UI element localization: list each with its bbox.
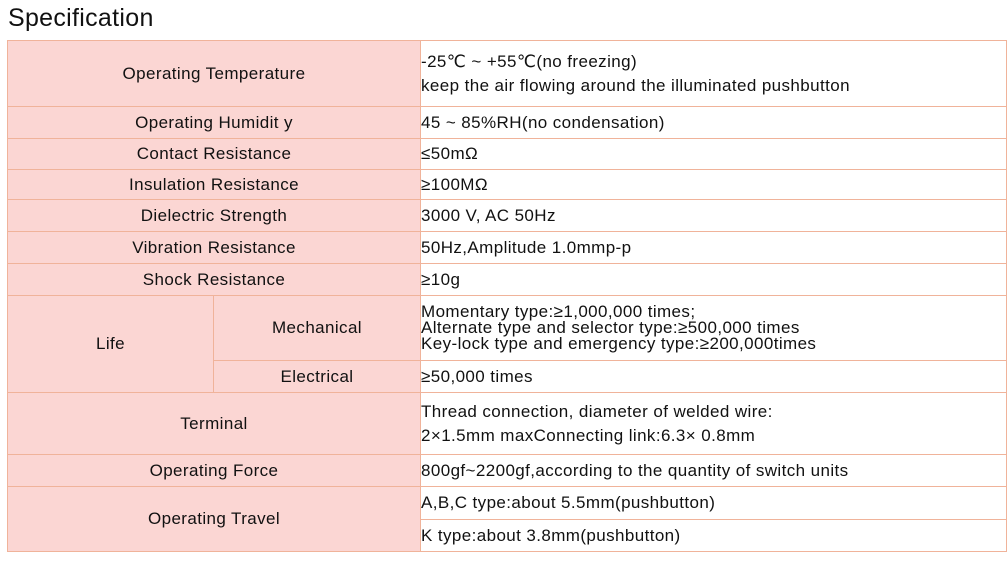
- row-value-vibration-resistance: 50Hz,Amplitude 1.0mmp-p: [421, 232, 1007, 264]
- row-value-operating-travel-k: K type:about 3.8mm(pushbutton): [421, 520, 1007, 552]
- value-line: keep the air flowing around the illuminated pushbutton: [421, 75, 850, 95]
- row-value-electrical: ≥50,000 times: [421, 361, 1007, 393]
- row-label-operating-humidity: Operating Humidit y: [8, 107, 421, 139]
- table-row: [8, 487, 1007, 520]
- row-value-mechanical: [421, 296, 1007, 361]
- value-line: Key-lock type and emergency type:≥200,000times: [421, 334, 817, 353]
- specification-table: [7, 40, 1007, 552]
- row-value-insulation-resistance: ≥100MΩ: [421, 170, 1007, 200]
- row-label-operating-force: Operating Force: [8, 455, 421, 487]
- row-label-operating-travel: Operating Travel: [8, 487, 421, 552]
- value-line: Alternate type and selector type:≥500,000 times: [421, 318, 800, 337]
- table-row: [8, 296, 1007, 361]
- value-line: Thread connection, diameter of welded wire:: [421, 401, 773, 421]
- page-title: Specification: [8, 4, 154, 32]
- table-row: [8, 41, 1007, 107]
- table-row: [8, 393, 1007, 455]
- table-row: [8, 107, 1007, 139]
- row-value-contact-resistance: ≤50mΩ: [421, 139, 1007, 170]
- table-row: [8, 170, 1007, 200]
- table-row: [8, 139, 1007, 170]
- row-value-shock-resistance: ≥10g: [421, 264, 1007, 296]
- row-value-operating-humidity: 45 ~ 85%RH(no condensation): [421, 107, 1007, 139]
- row-label-vibration-resistance: Vibration Resistance: [8, 232, 421, 264]
- value-line: Momentary type:≥1,000,000 times;: [421, 302, 696, 321]
- value-line: 2×1.5mm maxConnecting link:6.3× 0.8mm: [421, 425, 756, 445]
- table-row: [8, 455, 1007, 487]
- row-sublabel-electrical: Electrical: [214, 361, 421, 393]
- row-label-life: Life: [8, 296, 214, 393]
- row-sublabel-mechanical: Mechanical: [214, 296, 421, 361]
- row-label-shock-resistance: Shock Resistance: [8, 264, 421, 296]
- row-label-terminal: Terminal: [8, 393, 421, 455]
- row-value-operating-temperature: [421, 41, 1007, 107]
- row-value-operating-travel-a: A,B,C type:about 5.5mm(pushbutton): [421, 487, 1007, 520]
- row-value-operating-force: 800gf~2200gf,according to the quantity of switch units: [421, 455, 1007, 487]
- row-label-insulation-resistance: Insulation Resistance: [8, 170, 421, 200]
- row-label-operating-temperature: Operating Temperature: [8, 41, 421, 107]
- table-row: [8, 200, 1007, 232]
- table-row: [8, 232, 1007, 264]
- value-line: -25℃ ~ +55℃(no freezing): [421, 51, 638, 71]
- row-value-terminal: [421, 393, 1007, 455]
- row-label-dielectric-strength: Dielectric Strength: [8, 200, 421, 232]
- row-value-dielectric-strength: 3000 V, AC 50Hz: [421, 200, 1007, 232]
- row-label-contact-resistance: Contact Resistance: [8, 139, 421, 170]
- table-row: [8, 264, 1007, 296]
